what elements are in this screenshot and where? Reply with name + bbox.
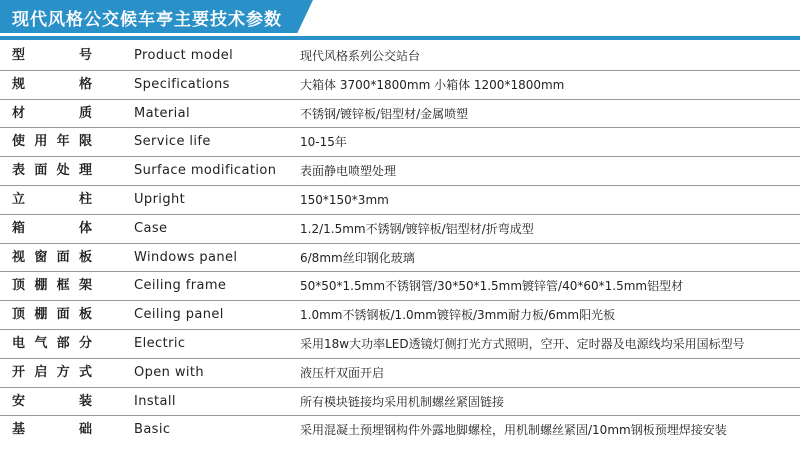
row-label-en: Surface modification: [134, 163, 277, 179]
table-row: [0, 272, 800, 301]
table-row: [0, 157, 800, 186]
row-label-en: Ceiling frame: [134, 278, 227, 294]
table-row: [0, 186, 800, 215]
row-value: 1.2/1.5mm不锈钢/镀锌板/铝型材/折弯成型: [300, 221, 534, 236]
row-label-cn: 表面处理: [12, 163, 92, 179]
table-row: [0, 100, 800, 129]
row-label-cn: 材 质: [12, 105, 92, 121]
row-value: 10-15年: [300, 135, 347, 150]
table-row: [0, 128, 800, 157]
row-value: 1.0mm不锈钢板/1.0mm镀锌板/3mm耐力板/6mm阳光板: [300, 308, 616, 323]
row-label-cn: 基 础: [12, 422, 92, 438]
row-label-en: Service life: [134, 134, 211, 150]
row-label-cn: 立 柱: [12, 191, 92, 207]
row-label-en: Electric: [134, 335, 186, 351]
row-label-en: Windows panel: [134, 249, 238, 265]
row-label-cn: 顶棚面板: [12, 307, 92, 323]
row-label-cn: 安 装: [12, 393, 92, 409]
row-value: 不锈钢/镀锌板/铝型材/金属喷塑: [300, 106, 469, 121]
row-value: 采用混凝土预埋钢构件外露地脚螺栓，用机制螺丝紧固/10mm钢板预埋焊接安装: [300, 423, 727, 438]
table-row: [0, 71, 800, 100]
table-row: [0, 244, 800, 273]
row-label-cn: 顶棚框架: [12, 278, 92, 294]
table-row: [0, 416, 800, 445]
row-label-en: Case: [134, 220, 168, 236]
row-label-en: Ceiling panel: [134, 307, 224, 323]
spec-table: [0, 42, 800, 445]
row-label-cn: 使用年限: [12, 134, 92, 150]
table-row: [0, 359, 800, 388]
table-row: [0, 215, 800, 244]
row-value: 6/8mm丝印钢化玻璃: [300, 250, 415, 265]
row-value: 50*50*1.5mm不锈钢管/30*50*1.5mm镀锌管/40*60*1.5mm铝型材: [300, 279, 684, 294]
table-row: [0, 42, 800, 71]
row-label-en: Open with: [134, 364, 205, 380]
row-value: 150*150*3mm: [300, 192, 389, 207]
row-label-en: Product model: [134, 48, 234, 63]
header-underline: [0, 36, 800, 40]
row-value: 大箱体 3700*1800mm 小箱体 1200*1800mm: [300, 77, 565, 92]
row-label-en: Upright: [134, 191, 186, 207]
row-label-cn: 规 格: [12, 76, 92, 92]
row-value: 表面静电喷塑处理: [300, 164, 397, 179]
page-title: 现代风格公交候车亭主要技术参数: [12, 10, 282, 30]
table-row: [0, 330, 800, 359]
row-label-cn: 型 号: [12, 48, 92, 63]
row-label-en: Specifications: [134, 76, 230, 92]
row-value: 所有模块链接均采用机制螺丝紧固链接: [300, 394, 505, 409]
table-row: [0, 301, 800, 330]
row-label-en: Install: [134, 393, 176, 409]
row-value: 采用18w大功率LED透镜灯侧打光方式照明，空开、定时器及电源线均采用国标型号: [300, 336, 745, 351]
row-label-cn: 箱 体: [12, 220, 92, 236]
row-value: 液压杆双面开启: [300, 365, 385, 380]
table-row: [0, 388, 800, 417]
row-label-en: Basic: [134, 422, 171, 438]
row-label-en: Material: [134, 105, 191, 121]
header: [0, 0, 800, 40]
row-label-cn: 开启方式: [12, 364, 92, 380]
row-label-cn: 视窗面板: [12, 249, 92, 265]
row-value: 现代风格系列公交站台: [300, 49, 421, 63]
row-label-cn: 电气部分: [12, 335, 92, 351]
